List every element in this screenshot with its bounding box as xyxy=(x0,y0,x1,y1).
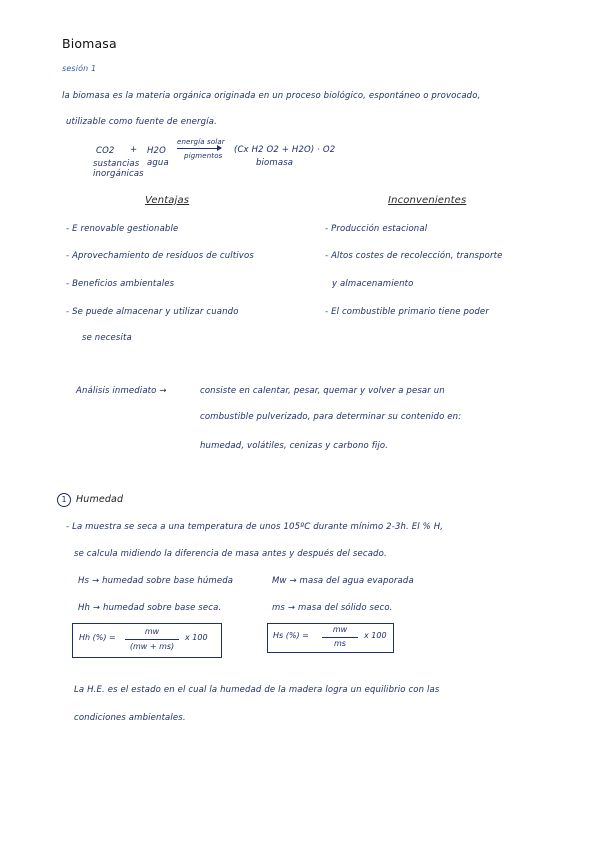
def-ms: ms → masa del sólido seco. xyxy=(272,603,393,613)
reaction-plus: + xyxy=(130,145,138,155)
analisis-line-3: humedad, volátiles, cenizas y carbono fijo. xyxy=(200,441,389,451)
formula-hs-numerator: mw xyxy=(332,625,348,634)
humedad-line-2: se calcula midiendo la diferencia de masa antes y después del secado. xyxy=(74,549,387,559)
formula-hs-lhs: Hs (%) = xyxy=(273,631,309,640)
inconvenientes-item-2: - Altos costes de recolección, transporte xyxy=(325,251,503,261)
def-hs: Hs → humedad sobre base húmeda xyxy=(78,576,234,586)
inconvenientes-item-1: - Producción estacional xyxy=(325,224,428,234)
formula-hh-denominator: (mw + ms) xyxy=(129,642,175,651)
inconvenientes-item-3: - El combustible primario tiene poder xyxy=(325,307,489,317)
formula-hs-fraction-bar xyxy=(322,637,358,638)
ventajas-item-1: - E renovable gestionable xyxy=(66,224,179,234)
he-line-2: condiciones ambientales. xyxy=(74,713,186,723)
ventajas-item-4-cont: se necesita xyxy=(82,333,132,343)
intro-line-2: utilizable como fuente de energía. xyxy=(66,117,217,127)
he-line-1: La H.E. es el estado en el cual la humedad de la madera logra un equilibrio con las xyxy=(74,685,440,695)
analisis-line-2: combustible pulverizado, para determinar su contenido en: xyxy=(200,412,462,422)
inconvenientes-heading: Inconvenientes xyxy=(388,195,467,206)
def-mw: Mw → masa del agua evaporada xyxy=(272,576,414,586)
formula-hh-multiplier: x 100 xyxy=(185,633,208,642)
page-title: Biomasa xyxy=(62,36,117,51)
ventajas-item-4: - Se puede almacenar y utilizar cuando xyxy=(66,307,239,317)
reaction-co2: CO2 xyxy=(96,146,115,156)
inconvenientes-item-2-cont: y almacenamiento xyxy=(332,279,414,289)
formula-hs-denominator: ms xyxy=(334,639,346,648)
ventajas-item-2: - Aprovechamiento de residuos de cultivos xyxy=(66,251,254,261)
formula-hh-numerator: mw xyxy=(144,627,160,636)
reaction-arrow xyxy=(177,148,221,149)
reaction-h2o: H2O xyxy=(147,146,166,156)
intro-line-1: la biomasa es la materia orgánica originada en un proceso biológico, espontáneo o provocado, xyxy=(62,91,481,101)
humedad-line-1: - La muestra se seca a una temperatura de unos 105ºC durante mínimo 2-3h. El % H, xyxy=(66,522,444,532)
ventajas-heading: Ventajas xyxy=(145,195,190,206)
analisis-line-1: consiste en calentar, pesar, quemar y volver a pesar un xyxy=(200,386,445,396)
reaction-product: (Cx H2 O2 + H2O) · O2 xyxy=(234,145,336,155)
formula-hh-fraction-bar xyxy=(125,639,179,640)
reaction-arrow-top-label: energía solar xyxy=(177,138,225,146)
humedad-heading: Humedad xyxy=(76,494,124,505)
def-hh: Hh → humedad sobre base seca. xyxy=(78,603,222,613)
section-number-badge: 1 xyxy=(57,493,71,507)
reaction-label-water: agua xyxy=(147,158,169,168)
formula-hs-multiplier: x 100 xyxy=(364,631,387,640)
analisis-label: Análisis inmediato → xyxy=(76,386,167,396)
ventajas-item-3: - Beneficios ambientales xyxy=(66,279,175,289)
reaction-label-inorganic-2: inorgánicas xyxy=(93,169,144,179)
reaction-label-biomass: biomasa xyxy=(256,158,294,168)
reaction-label-inorganic-1: sustancias xyxy=(93,159,140,169)
reaction-arrow-bottom-label: pigmentos xyxy=(184,152,223,160)
formula-box-hh xyxy=(72,623,222,658)
reaction-arrow-head-icon xyxy=(217,145,222,151)
formula-box-hs xyxy=(267,623,394,653)
session-label: sesión 1 xyxy=(62,64,97,73)
formula-hh-lhs: Hh (%) = xyxy=(79,633,116,642)
